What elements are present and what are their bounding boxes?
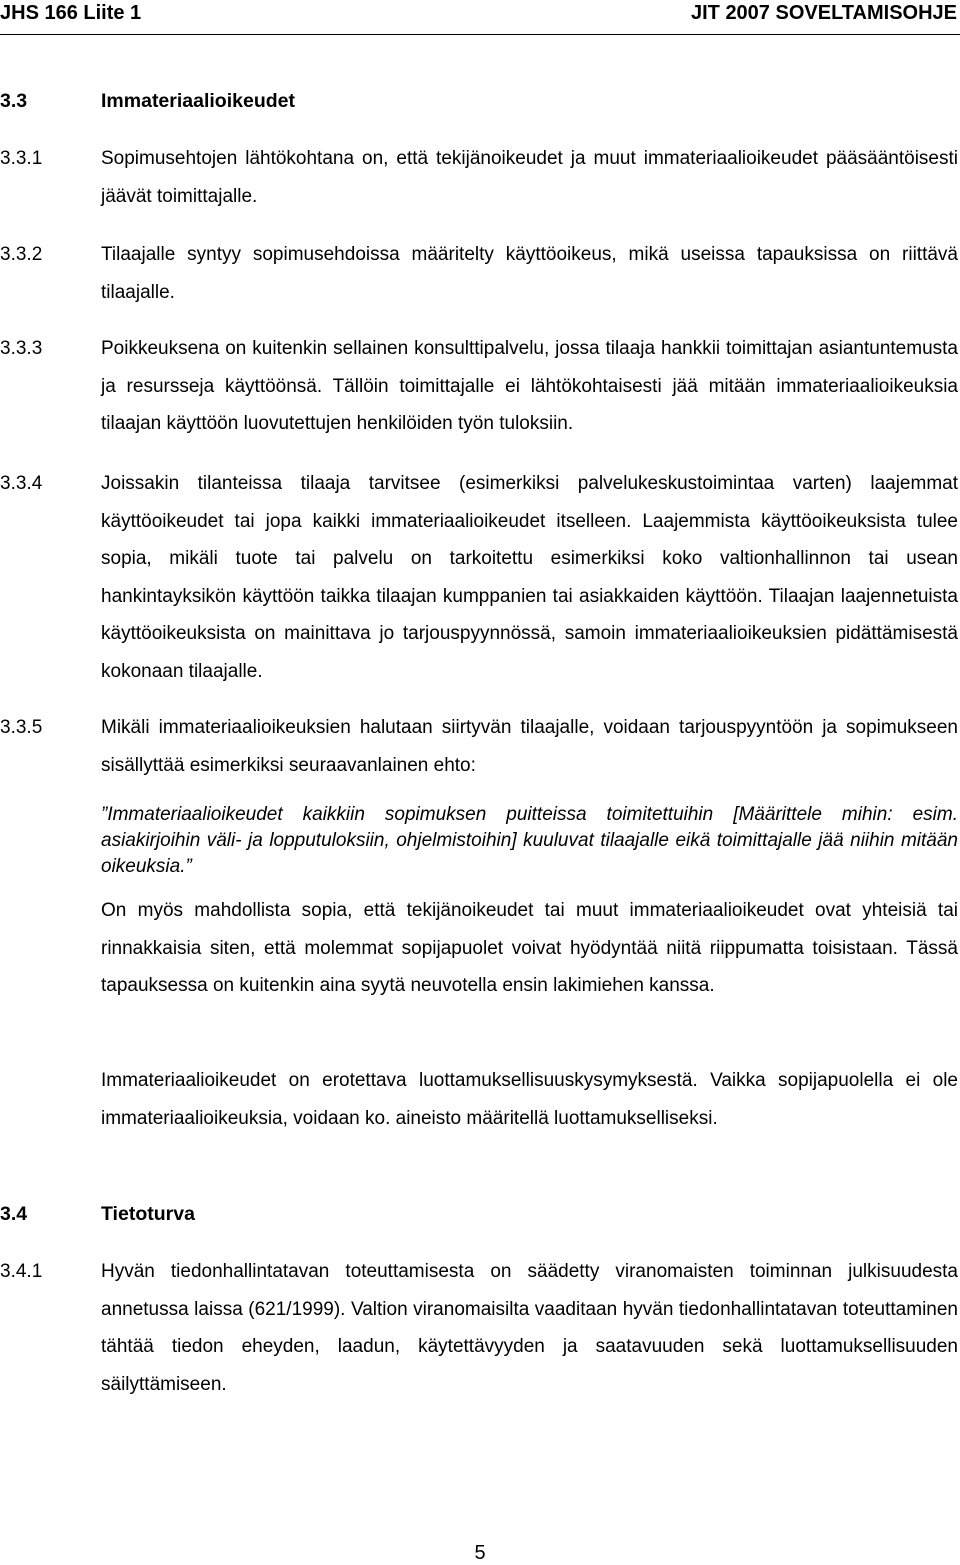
paragraph-text: Joissakin tilanteissa tilaaja tarvitsee (esimerkiksi palvelukeskustoimintaa varten) laajemmat käyttöoikeudet tai jopa kaikki immateriaalioikeudet itselleen. Laajemmista käyttöoikeuksista tulee sopia, mikäli tuote tai palvelu on tarkoitettu esimerkiksi koko valtionhallinnon tai usean hankintayksikön käyttöön taikka tilaajan kumppanien tai asiakkaiden käyttöön. Tilaajan laajennetuista käyttöoikeuksista on mainittava jo tarjouspyynnössä, samoin immateriaalioikeuksien pidättämisestä kokonaan tilaajalle. <box>101 473 958 682</box>
page-header <box>0 0 960 30</box>
paragraph-number: 3.4.1 <box>0 1261 43 1282</box>
section-title: Immateriaalioikeudet <box>101 90 295 112</box>
section-number: 3.4 <box>0 1203 28 1225</box>
paragraph-text: Mikäli immateriaalioikeuksien halutaan siirtyvän tilaajalle, voidaan tarjouspyyntöön ja sopimukseen sisällyttää esimerkiksi seuraavanlainen ehto: <box>101 717 958 776</box>
paragraph-number: 3.3.1 <box>0 148 43 169</box>
section-number: 3.3 <box>0 90 28 112</box>
paragraph-text: Sopimusehtojen lähtökohtana on, että tekijänoikeudet ja muut immateriaalioikeudet pääsääntöisesti jäävät toimittajalle. <box>101 148 958 207</box>
paragraph-number: 3.3.2 <box>0 244 43 265</box>
paragraph-number: 3.3.3 <box>0 338 43 359</box>
page-number: 5 <box>474 1542 486 1564</box>
paragraph-number: 3.3.4 <box>0 473 43 494</box>
paragraph-number: 3.3.5 <box>0 717 43 738</box>
header-document-id: JHS 166 Liite 1 <box>0 2 142 24</box>
contract-clause-quote: ”Immateriaalioikeudet kaikkiin sopimuksen puitteissa toimitettuihin [Määrittele mihin: esim. asiakirjoihin väli- ja lopputuloksiin, ohjelmistoihin] kuuluvat tilaajalle eikä toimittajalle jää niihin mitään oikeuksia.” <box>101 804 958 877</box>
header-document-title: JIT 2007 SOVELTAMISOHJE <box>690 2 957 24</box>
paragraph-confidentiality: Immateriaalioikeudet on erotettava luottamuksellisuuskysymyksestä. Vaikka sopijapuolella ei ole immateriaalioikeuksia, voidaan ko. aineisto määritellä luottamukselliseksi. <box>101 1070 958 1129</box>
header-divider <box>0 34 960 35</box>
paragraph-text: Hyvän tiedonhallintatavan toteuttamisesta on säädetty viranomaisten toiminnan julkisuudesta annetussa laissa (621/1999). Valtion viranomaisilta vaaditaan hyvän tiedonhallintatavan toteuttaminen tähtää tiedon eheyden, laadun, käytettävyyden ja saatavuuden sekä luottamuksellisuuden säilyttämiseen. <box>101 1261 958 1395</box>
paragraph-text: Tilaajalle syntyy sopimusehdoissa määritelty käyttöoikeus, mikä useissa tapauksissa on riittävä tilaajalle. <box>101 244 958 303</box>
paragraph-text: Poikkeuksena on kuitenkin sellainen konsulttipalvelu, jossa tilaaja hankkii toimittajan asiantuntemusta ja resursseja käyttöönsä. Tällöin toimittajalle ei lähtökohtaisesti jää mitään immateriaalioikeuksia tilaajan käyttöön luovutettujen henkilöiden työn tuloksiin. <box>101 338 958 434</box>
paragraph-shared-rights: On myös mahdollista sopia, että tekijänoikeudet tai muut immateriaalioikeudet ovat yhteisiä tai rinnakkaisia siten, että molemmat sopijapuolet voivat hyödyntää niitä riippumatta toisistaan. Tässä tapauksessa on kuitenkin aina syytä neuvotella ensin lakimiehen kanssa. <box>101 900 958 996</box>
section-title: Tietoturva <box>101 1203 195 1225</box>
